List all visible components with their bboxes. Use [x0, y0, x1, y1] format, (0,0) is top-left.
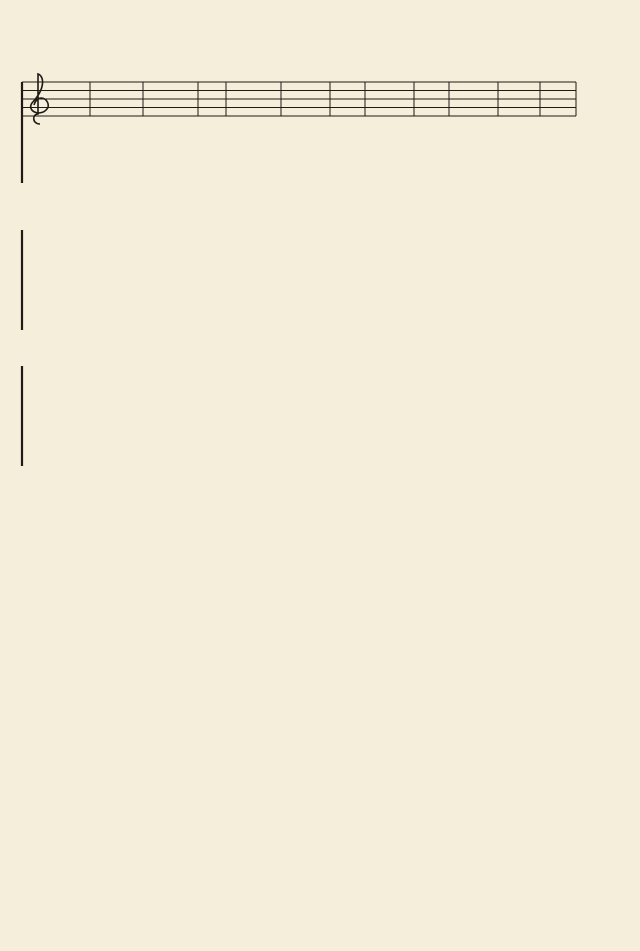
stanza	[52, 607, 300, 623]
verse-line	[330, 540, 578, 556]
stanza	[330, 560, 578, 576]
verse-line	[52, 607, 300, 623]
hymn-521b-stanzas	[316, 560, 578, 619]
hymn-521-stanza-1	[38, 607, 300, 623]
underlay-line-3	[76, 414, 571, 430]
stanza	[330, 540, 578, 556]
verse-line	[52, 589, 300, 605]
right-column	[316, 500, 578, 621]
verse-line	[52, 503, 300, 519]
hymn-520-stanzas	[38, 503, 300, 605]
verse-line	[330, 560, 578, 576]
verse-line	[330, 603, 578, 619]
stanza	[52, 546, 300, 562]
underlay-line-2	[68, 268, 573, 284]
left-column	[38, 500, 300, 623]
stanza	[330, 603, 578, 619]
stanza	[330, 581, 578, 597]
stanza	[52, 525, 300, 541]
verse-line	[330, 500, 578, 516]
stanza	[330, 500, 578, 516]
hymn-521-stanzas	[316, 500, 578, 556]
verse-line	[330, 581, 578, 597]
stanza	[52, 568, 300, 584]
stanza	[52, 589, 300, 605]
stanza	[52, 503, 300, 519]
verse-line	[330, 519, 578, 535]
verse-line	[52, 568, 300, 584]
verse-line	[52, 546, 300, 562]
underlay-line-1	[70, 128, 570, 144]
verse-line	[52, 525, 300, 541]
stanza	[330, 519, 578, 535]
